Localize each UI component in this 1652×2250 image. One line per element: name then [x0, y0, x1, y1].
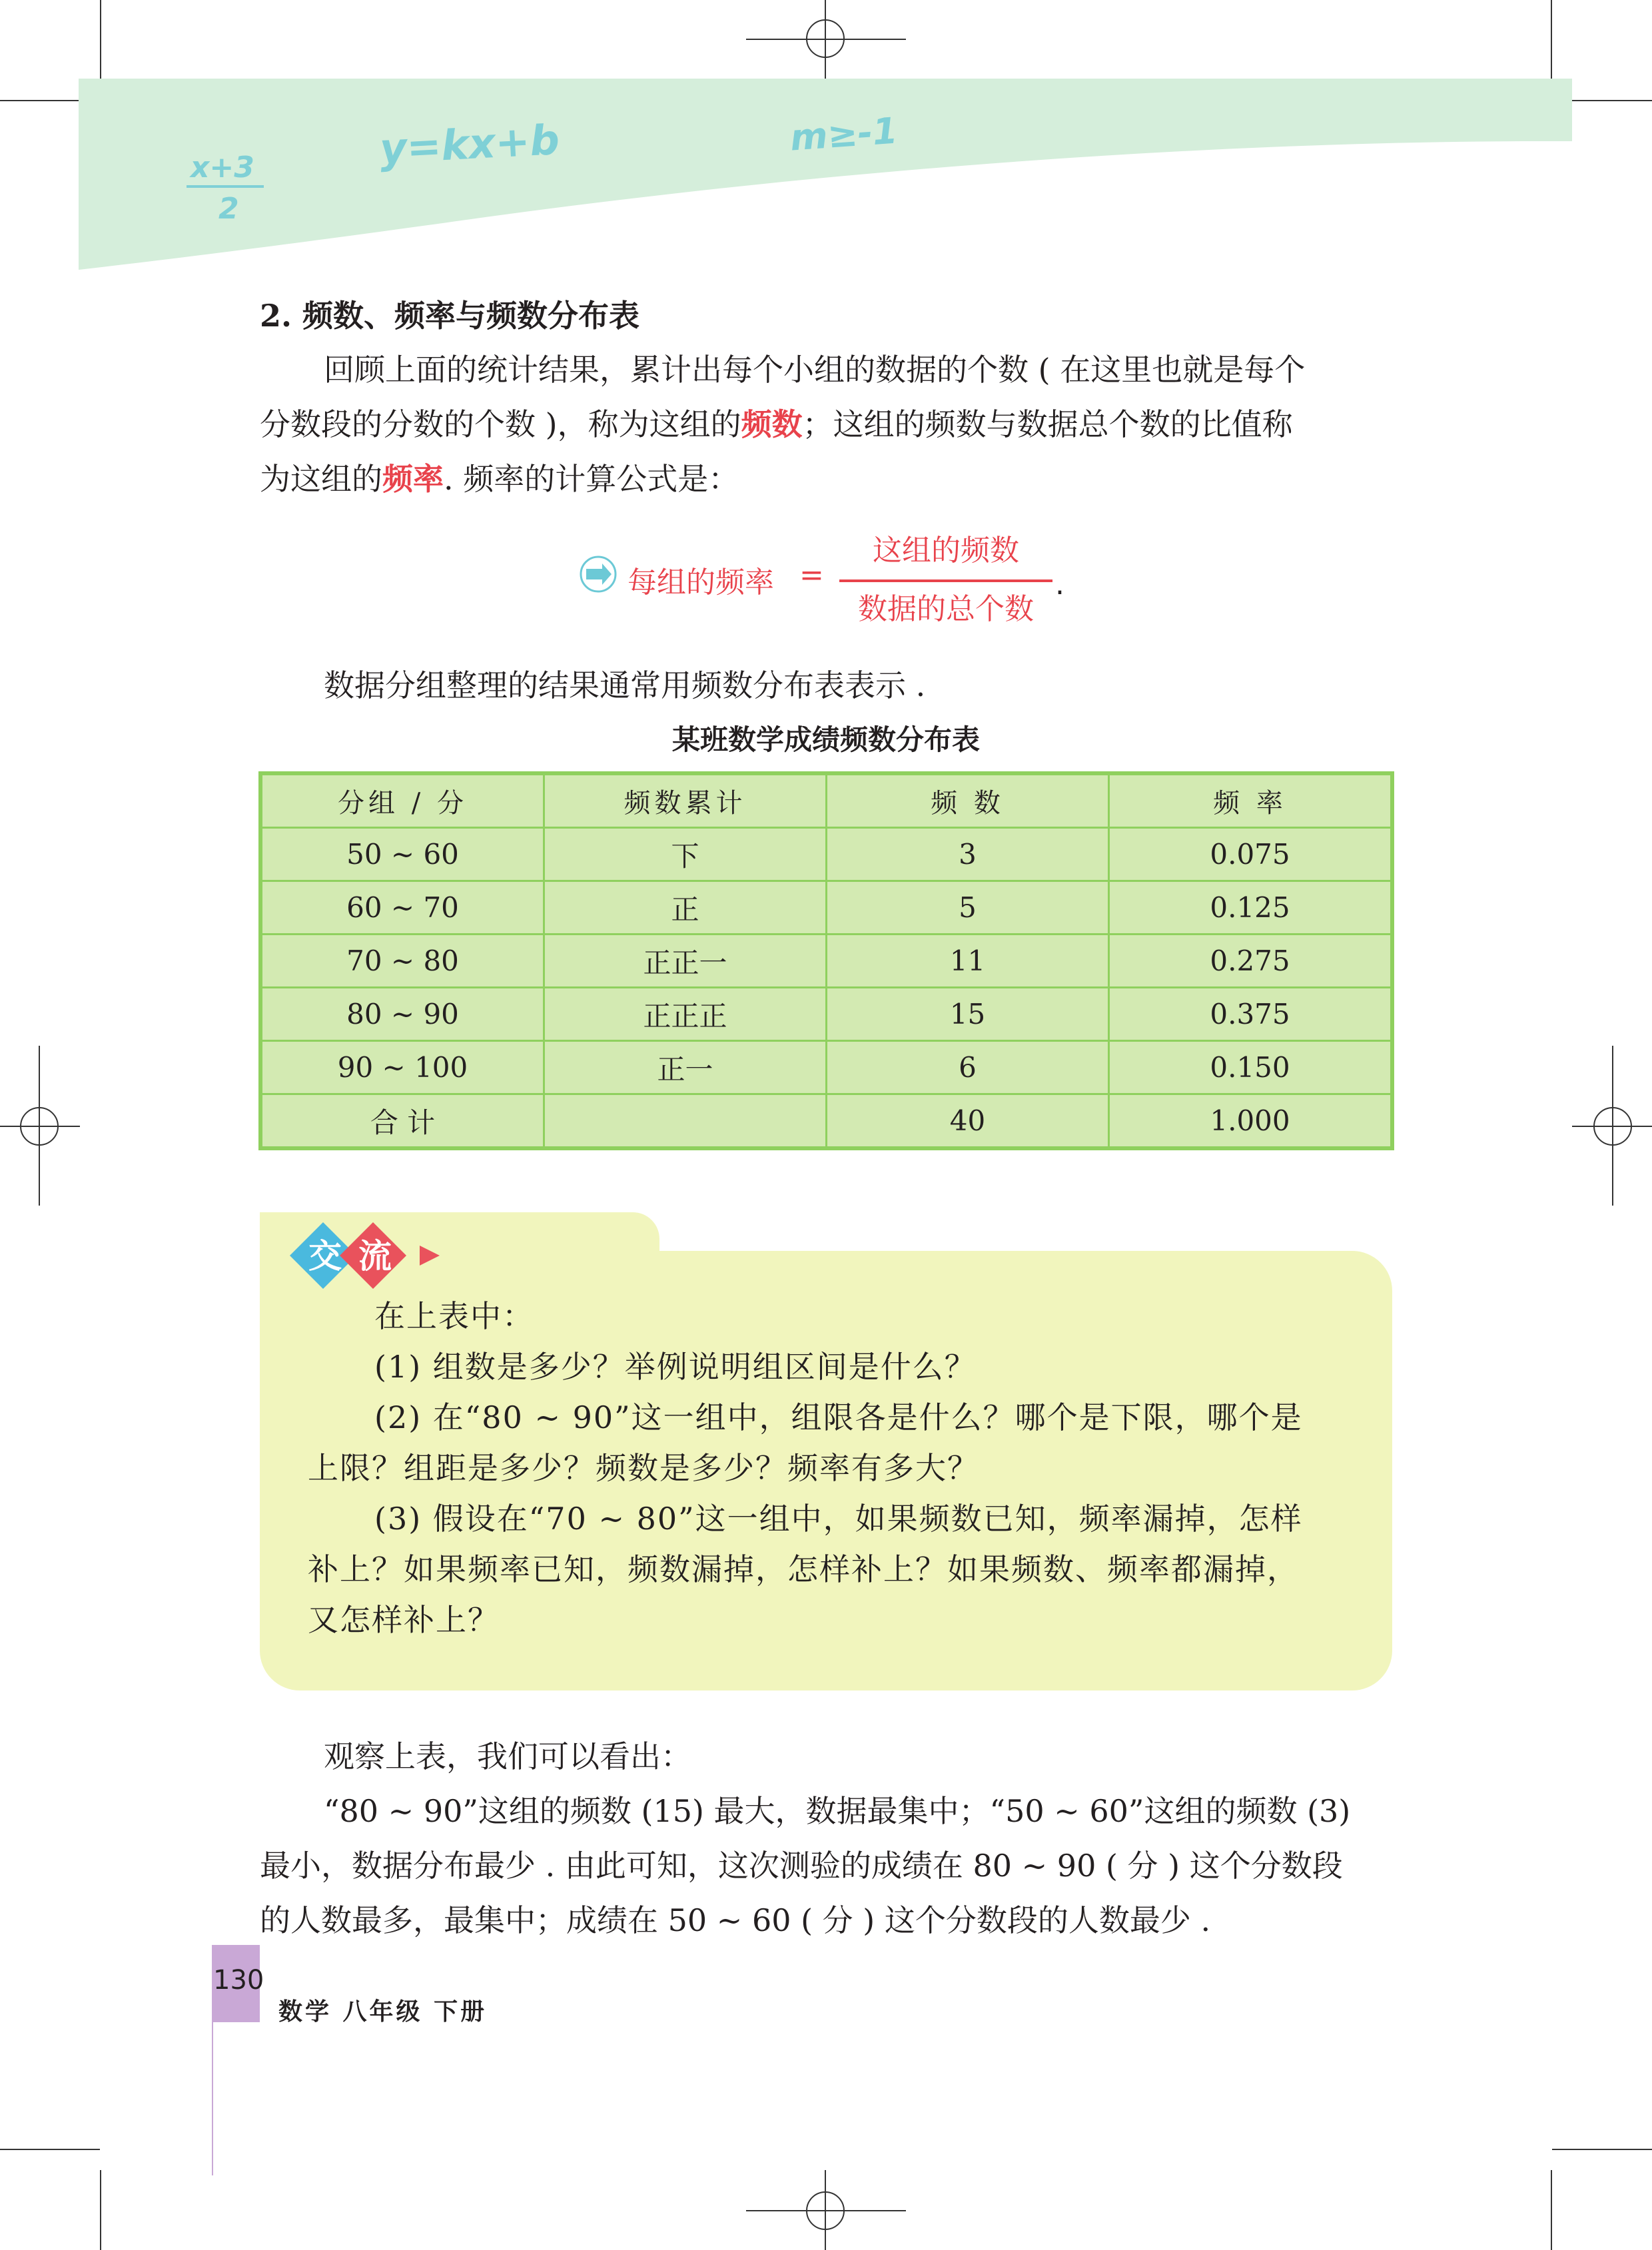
- cell-tally: 正一: [544, 1041, 827, 1094]
- table-total-row: [260, 1094, 1392, 1149]
- header-relative-frequency: 频 率: [1109, 773, 1393, 828]
- term-relative-frequency: 频率: [382, 461, 444, 497]
- observation-paragraph: [260, 1729, 1392, 1948]
- header-frequency: 频 数: [827, 773, 1109, 828]
- header-formula-fraction-den: 2: [218, 192, 239, 226]
- observation-line-1: 观察上表，我们可以看出：: [324, 1738, 691, 1774]
- discussion-label-1: 交: [308, 1237, 342, 1276]
- intro-line-1: 回顾上面的统计结果，累计出每个小组的数据的个数 ( 在这里也就是每个: [324, 352, 1306, 388]
- cell-tally: 下: [544, 828, 827, 881]
- cell-frequency: 3: [827, 828, 1109, 881]
- cell-frequency: 15: [827, 988, 1109, 1041]
- cell-total-label: 合 计: [260, 1094, 544, 1149]
- cell-relative-frequency: 1.000: [1109, 1094, 1393, 1149]
- section-title: 2. 频数、频率与频数分布表: [260, 298, 640, 334]
- cell-group: 90 ~ 100: [260, 1041, 544, 1094]
- cell-group: 70 ~ 80: [260, 935, 544, 988]
- intro-line-3: 为这组的频率. 频率的计算公式是：: [260, 461, 739, 497]
- cell-tally: [544, 1094, 827, 1149]
- cell-relative-frequency: 0.375: [1109, 988, 1393, 1041]
- table-title: 某班数学成绩频数分布表: [671, 723, 980, 756]
- cell-group: 80 ~ 90: [260, 988, 544, 1041]
- header-formula-inequality: m≥-1: [788, 109, 899, 159]
- frequency-formula: [580, 526, 1086, 633]
- header-tally: 频数累计: [544, 773, 827, 828]
- table-row: [260, 1041, 1392, 1094]
- page-number-line: [212, 2022, 213, 2175]
- formula-denominator: 数据的总个数: [858, 592, 1034, 626]
- table-row: [260, 881, 1392, 935]
- table-row: [260, 828, 1392, 881]
- cell-relative-frequency: 0.275: [1109, 935, 1393, 988]
- cell-group: 50 ~ 60: [260, 828, 544, 881]
- cell-tally: 正: [544, 881, 827, 935]
- term-frequency: 频数: [741, 406, 803, 442]
- cell-frequency: 6: [827, 1041, 1109, 1094]
- formula-numerator: 这组的频数: [873, 534, 1019, 567]
- book-title: 数学 八年级 下册: [278, 1998, 488, 2026]
- discussion-question-3a: (3) 假设在“70 ~ 80”这一组中，如果频数已知，频率漏掉，怎样: [374, 1501, 1303, 1537]
- cell-relative-frequency: 0.150: [1109, 1041, 1393, 1094]
- cell-frequency: 5: [827, 881, 1109, 935]
- cell-frequency: 11: [827, 935, 1109, 988]
- intro-paragraph: [260, 342, 1392, 506]
- cell-frequency: 40: [827, 1094, 1109, 1149]
- discussion-question-1: (1) 组数是多少？举例说明组区间是什么？: [374, 1349, 977, 1385]
- page-number: 130: [213, 1965, 264, 1996]
- table-intro-text: 数据分组整理的结果通常用频数分布表表示 .: [324, 667, 926, 703]
- table-row: [260, 935, 1392, 988]
- discussion-question-3c: 又怎样补上？: [308, 1602, 500, 1638]
- cell-tally: 正正正: [544, 988, 827, 1041]
- cell-relative-frequency: 0.075: [1109, 828, 1393, 881]
- formula-lhs: 每组的频率: [627, 565, 774, 599]
- header-formula-linear: y=kx+b: [378, 115, 561, 174]
- header-group: 分组 / 分: [260, 773, 544, 828]
- discussion-question-2b: 上限？组距是多少？频数是多少？频率有多大？: [308, 1450, 979, 1486]
- observation-line-4: 的人数最多，最集中；成绩在 50 ~ 60 ( 分 ) 这个分数段的人数最少 .: [260, 1902, 1211, 1938]
- discussion-label-2: 流: [358, 1237, 392, 1276]
- table-header-row: [260, 773, 1392, 828]
- observation-line-3: 最小，数据分布最少 . 由此可知，这次测验的成绩在 80 ~ 90 ( 分 ) 这个分数段: [260, 1848, 1343, 1884]
- cell-tally: 正正一: [544, 935, 827, 988]
- discussion-content: [308, 1291, 1347, 1645]
- table-intro: [260, 658, 1392, 713]
- header-formula-fraction-num: x+3: [191, 151, 254, 185]
- header-fraction-bar: [187, 185, 264, 188]
- observation-line-2: “80 ~ 90”这组的频数 (15) 最大，数据最集中；“50 ~ 60”这组的频数 (3): [324, 1793, 1351, 1829]
- table-row: [260, 988, 1392, 1041]
- formula-equals: =: [799, 558, 824, 592]
- discussion-question-2a: (2) 在“80 ~ 90”这一组中，组限各是什么？哪个是下限，哪个是: [374, 1399, 1303, 1435]
- cell-relative-frequency: 0.125: [1109, 881, 1393, 935]
- formula-period: .: [1055, 567, 1064, 601]
- cell-group: 60 ~ 70: [260, 881, 544, 935]
- double-arrow-icon: [580, 556, 617, 600]
- intro-line-2: 分数段的分数的个数 )，称为这组的频数；这组的频数与数据总个数的比值称: [260, 406, 1293, 442]
- discussion-question-3b: 补上？如果频率已知，频数漏掉，怎样补上？如果频数、频率都漏掉，: [308, 1551, 1299, 1587]
- frequency-distribution-table: [258, 771, 1394, 1150]
- formula-fraction-bar: [839, 579, 1052, 582]
- discussion-intro: 在上表中：: [374, 1298, 534, 1334]
